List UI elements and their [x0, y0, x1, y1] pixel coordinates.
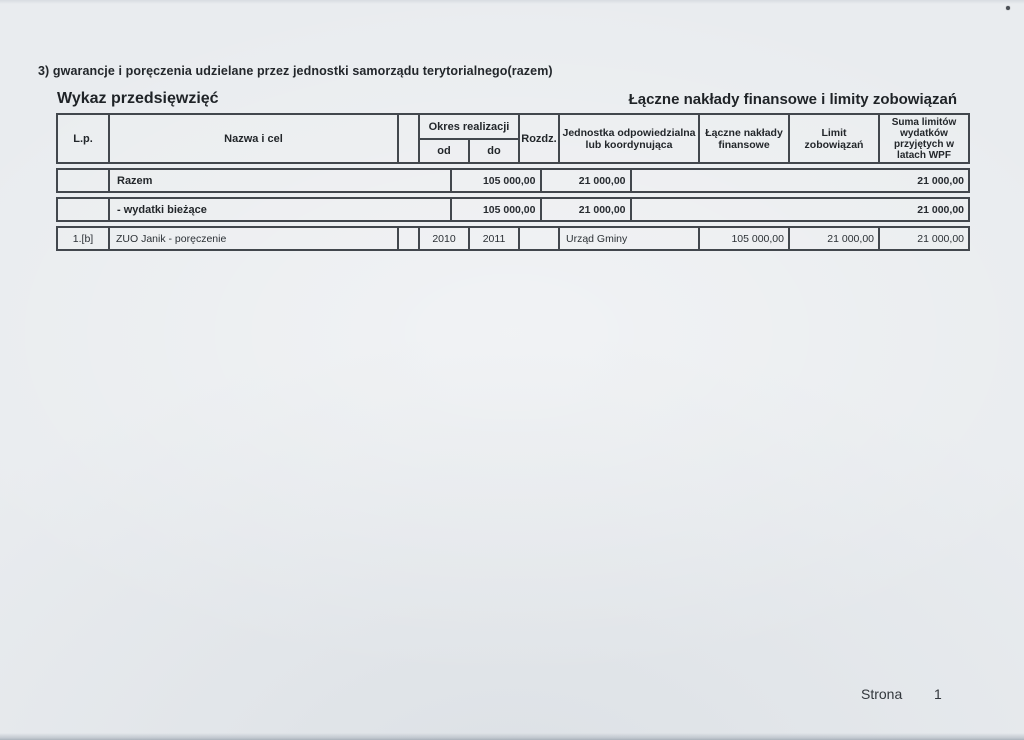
col-header-okres-subrow	[420, 140, 518, 162]
table-header-row	[56, 113, 970, 164]
col-header-do: do	[487, 145, 501, 157]
row-spacer-cell	[399, 228, 420, 249]
col-header-od: od	[420, 140, 470, 162]
col-header-okres-label: Okres realizacji	[420, 115, 518, 140]
summary-suma-value: 21 000,00	[917, 174, 964, 187]
summary-laczne-value: 105 000,00	[452, 199, 542, 220]
row-nazwa-cell: ZUO Janik - poręczenie	[110, 228, 399, 249]
row-laczne-value: 105 000,00	[700, 228, 790, 249]
col-header-suma-limitow: Suma limitów wydatków przyjętych w latach WPF	[891, 116, 957, 161]
col-header-limit-zobowiazan: Limit zobowiązań	[790, 115, 880, 162]
section-heading: 3) gwarancje i poręczenia udzielane przez jednostki samorządu terytorialnego(razem)	[38, 64, 553, 78]
table-row	[56, 226, 970, 251]
summary-limit-value: 21 000,00	[542, 170, 632, 191]
col-header-jednostka: Jednostka odpowiedzialna lub koordynująca	[560, 115, 700, 162]
row-jednostka-cell: Urząd Gminy	[560, 228, 700, 249]
row-rozdz-cell	[520, 228, 560, 249]
row-suma-value: 21 000,00	[917, 232, 964, 245]
summary-row-wydatki-biezace	[56, 197, 970, 222]
row-limit-value: 21 000,00	[790, 228, 880, 249]
col-header-rozdz: Rozdz.	[520, 115, 560, 162]
summary-suma-value: 21 000,00	[917, 203, 964, 216]
footer-page-label: Strona	[861, 686, 903, 702]
summary-row-razem	[56, 168, 970, 193]
summary-lp-cell	[58, 170, 110, 191]
col-header-lp: L.p.	[58, 115, 110, 162]
col-header-okres-realizacji	[420, 115, 520, 162]
summary-limit-value: 21 000,00	[542, 199, 632, 220]
row-do-cell: 2011	[482, 232, 506, 245]
row-od-cell: 2010	[420, 228, 470, 249]
page-subtitle-right: Łączne nakłady finansowe i limity zobowiązań	[628, 91, 957, 108]
page-title: Wykaz przedsięwzięć	[57, 90, 219, 107]
footer-page-number: 1	[934, 686, 942, 702]
summary-laczne-value: 105 000,00	[452, 170, 542, 191]
col-header-laczne-naklady: Łączne nakłady finansowe	[700, 115, 790, 162]
col-header-spacer	[399, 115, 420, 162]
row-okres-cells	[420, 228, 520, 249]
summary-row-label: Razem	[110, 170, 452, 191]
row-lp-cell: 1.[b]	[58, 228, 110, 249]
col-header-nazwa-i-cel: Nazwa i cel	[110, 115, 399, 162]
summary-row-label: - wydatki bieżące	[110, 199, 452, 220]
summary-lp-cell	[58, 199, 110, 220]
scan-artifact-dot	[1006, 6, 1010, 10]
